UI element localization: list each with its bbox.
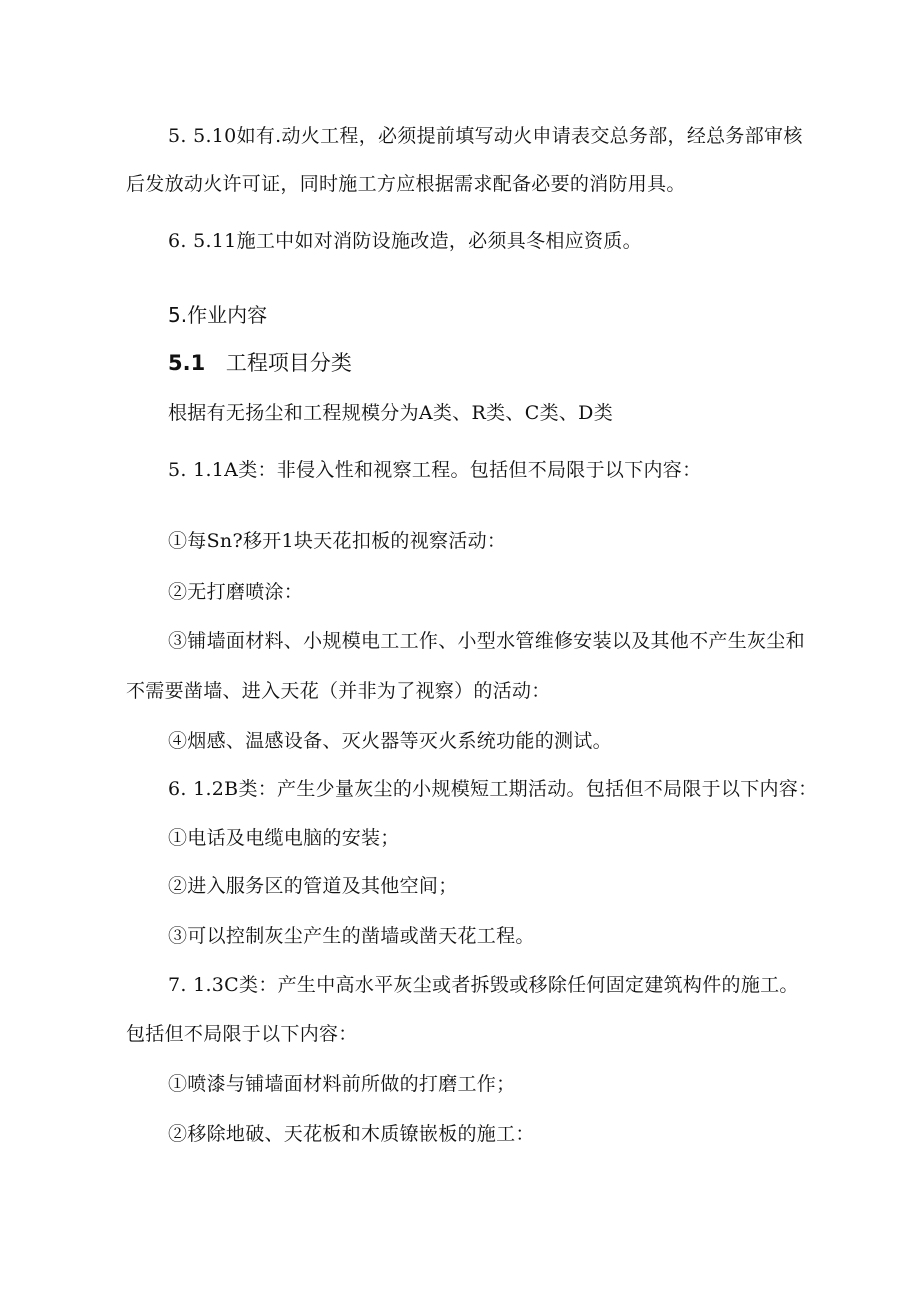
paragraph-line: 不需要凿墙、进入天花（并非为了视察）的活动：	[126, 680, 551, 702]
paragraph-line: 6. 5.11施工中如对消防设施改造，必须具冬相应资质。	[168, 230, 642, 252]
paragraph-line: 7. 1.3C类：产生中高水平灰尘或者拆毁或移除任何固定建筑构件的施工。	[168, 974, 799, 996]
paragraph-line: 6. 1.2B类：产生少量灰尘的小规模短工期活动。包括但不局限于以下内容：	[168, 778, 818, 800]
list-item: ①电话及电缆电脑的安装；	[168, 827, 400, 849]
subsection-number: 5.1	[168, 351, 206, 375]
section-heading	[168, 302, 267, 328]
list-item: ③铺墙面材料、小规模电工工作、小型水管维修安装以及其他不产生灰尘和	[168, 630, 805, 652]
paragraph-line: 包括但不局限于以下内容：	[126, 1023, 358, 1045]
list-item: ①每Sn?移开1块天花扣板的视察活动：	[168, 530, 507, 552]
subsection-heading	[168, 350, 352, 376]
paragraph-line: 5. 1.1A类：非侵入性和视察工程。包括但不局限于以下内容：	[168, 459, 702, 481]
section-heading-text: 5.作业内容	[168, 303, 268, 327]
list-item: ①喷漆与铺墙面材料前所做的打磨工作；	[168, 1073, 516, 1095]
list-item: ③可以控制灰尘产生的凿墙或凿天花工程。	[168, 925, 535, 947]
subsection-title: 工程项目分类	[225, 351, 352, 375]
paragraph-line: 后发放动火许可证，同时施工方应根据需求配备必要的消防用具。	[126, 173, 686, 195]
list-item: ②进入服务区的管道及其他空间；	[168, 875, 458, 897]
paragraph-line: 5. 5.10如有.动火工程，必须提前填写动火申请表交总务部，经总务部审核	[168, 125, 803, 147]
list-item: ④烟感、温感设备、灭火器等灭火系统功能的测试。	[168, 730, 612, 752]
list-item: ②移除地破、天花板和木质镣嵌板的施工：	[168, 1123, 535, 1145]
list-item: ②无打磨喷涂：	[168, 581, 304, 603]
paragraph-line: 根据有无扬尘和工程规模分为A类、R类、C类、D类	[168, 402, 613, 424]
